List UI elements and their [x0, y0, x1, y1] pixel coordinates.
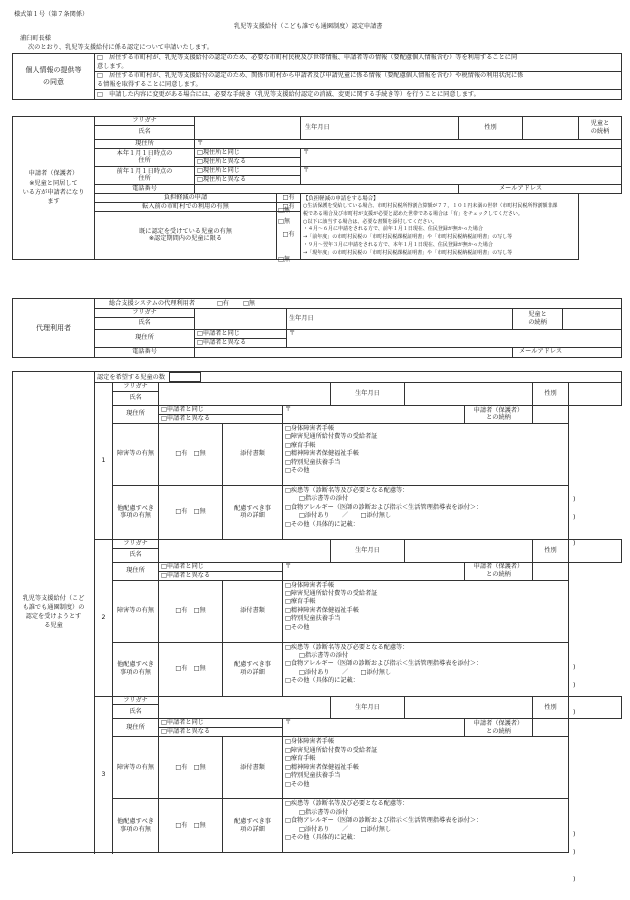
applicant-table	[12, 116, 622, 260]
proxy-address-diff[interactable]: □申請者と異なる	[195, 338, 287, 347]
applicant-label: 申請者（保護者） ※児童と同居して いる方が申請者になり ます	[13, 117, 95, 260]
child-1-care-label: 他配慮すべき 事項の有無	[113, 485, 159, 539]
child-1-paren-1: )	[573, 496, 576, 503]
proxy-address-label: 現住所	[95, 329, 195, 347]
child-2-care-label: 他配慮すべき 事項の有無	[113, 642, 159, 696]
child-1-disability-yn[interactable]: □有 □無	[159, 423, 223, 485]
child-1-birth-field[interactable]	[405, 383, 533, 406]
child-3-address-label: 現住所	[113, 719, 159, 737]
lead-text: 次のとおり、乳児等支援給付に係る認定について申請いたします。	[28, 44, 214, 51]
applicant-phone-label: 電話番号	[95, 184, 195, 193]
applicant-prevjan1-label: 前年１月１日時点の 住所	[95, 166, 195, 184]
proxy-system-row	[95, 299, 622, 309]
children-count-field[interactable]	[169, 372, 201, 382]
applicant-jan1-diff[interactable]: □現住所と異なる	[195, 157, 301, 166]
consent-item-2[interactable]: □ 居住する市町村が、乳児等支援給付の認定のため、関係市町村から申請者及び申請児童に係る情報（要配慮個人情報を含む）や税情報の利用状況に係 る情報を取得することに同意します。	[97, 72, 524, 88]
child-2-paren-5: )	[573, 709, 576, 716]
child-2-furigana-label: フリガナ	[113, 539, 159, 548]
applicant-relation-label: 児童と の続柄	[579, 117, 622, 140]
child-2-disability-yn[interactable]: □有 □無	[159, 580, 223, 642]
child-1-paren-5: )	[573, 540, 576, 547]
addressee: 浦臼町長様	[20, 35, 51, 42]
child-1-relation-field[interactable]	[533, 405, 569, 423]
child-2-relation-field[interactable]	[533, 562, 569, 580]
children-count-label: 認定を希望する児童の数	[97, 374, 166, 381]
burden-label: 負担軽減の申請	[95, 193, 277, 202]
child-3-relation-field[interactable]	[533, 719, 569, 737]
child-2-birth-label: 生年月日	[331, 539, 405, 562]
child-2-address-same[interactable]: □申請者と同じ	[159, 562, 283, 571]
transfer-label: 転入前の市町村での利用の有無	[95, 202, 277, 211]
child-1-attach-label: 添付書類	[223, 423, 283, 485]
recognized-no[interactable]: □無	[278, 256, 291, 263]
recognized-yes[interactable]: □有	[277, 211, 301, 259]
child-1-gender-field[interactable]	[569, 383, 622, 406]
applicant-prevjan1-diff[interactable]: □現住所と異なる	[195, 175, 301, 184]
child-1-number: 1	[95, 383, 113, 540]
proxy-yes[interactable]: □有	[216, 299, 229, 307]
child-3-care-label: 他配慮すべき 事項の有無	[113, 799, 159, 853]
child-2-attach-label: 添付書類	[223, 580, 283, 642]
child-3-name-label: 氏名	[113, 705, 159, 719]
child-1-address-label: 現住所	[113, 405, 159, 423]
recognized-label: 既に認定を受けている児童の有無 ※認定期間内の児童に限る	[95, 211, 277, 259]
consent-item-1[interactable]: □ 居住する市町村が、乳児等支援給付の認定のため、必要な市町村民税及び世帯情報、申請者等の情報（要配慮個人情報含む）等を利用することに同 意します。	[97, 54, 518, 70]
applicant-furigana-label: フリガナ	[95, 117, 195, 126]
applicant-jan1-postal[interactable]: 〒	[301, 148, 622, 166]
child-3-paren-3: )	[573, 849, 576, 856]
child-3-relation-label: 申請者（保護者） との続柄	[465, 719, 533, 737]
applicant-mail-label: メールアドレス	[459, 184, 622, 193]
child-3-birth-field[interactable]	[405, 696, 533, 719]
applicant-name-field[interactable]	[195, 117, 301, 140]
applicant-gender-label: 性別	[459, 117, 523, 140]
child-1-care-yn[interactable]: □有 □無	[159, 485, 223, 539]
child-2-docs[interactable]: □身体障害者手帳 □障害児通所給付費等の受給者証 □療育手帳 □精神障害者保健福祉手帳 □特別児童扶養手当 □その他	[283, 580, 569, 642]
child-2-gender-field[interactable]	[569, 539, 622, 562]
proxy-address-same[interactable]: □申請者と同じ	[195, 329, 287, 338]
applicant-address-label: 現住所	[95, 139, 195, 148]
applicant-name-label: 氏名	[95, 125, 195, 139]
applicant-jan1-same[interactable]: □現住所と同じ	[195, 148, 301, 157]
child-2-paren-3: )	[573, 682, 576, 689]
child-3-docs[interactable]: □身体障害者手帳 □障害児通所給付費等の受給者証 □療育手帳 □精神障害者保健福祉手帳 □特別児童扶養手当 □その他	[283, 737, 569, 799]
child-2-address-label: 現住所	[113, 562, 159, 580]
child-1-relation-label: 申請者（保護者） との続柄	[465, 405, 533, 423]
child-3-care-yn[interactable]: □有 □無	[159, 799, 223, 853]
children-count-row	[95, 372, 622, 383]
child-3-disability-label: 障害等の有無	[113, 737, 159, 799]
child-1-name-label: 氏名	[113, 391, 159, 405]
child-3-detail-label: 配慮すべき事 項の詳細	[223, 799, 283, 853]
child-3-address-diff[interactable]: □申請者と異なる	[159, 728, 283, 737]
applicant-prevjan1-postal[interactable]: 〒	[301, 166, 622, 184]
child-2-paren-1: )	[573, 664, 576, 671]
transfer-yes[interactable]: □有	[277, 202, 301, 211]
child-2-address-diff[interactable]: □申請者と異なる	[159, 571, 283, 580]
proxy-table	[12, 298, 622, 358]
child-3-birth-label: 生年月日	[331, 696, 405, 719]
proxy-label: 代理利用者	[13, 299, 95, 358]
child-3-name-field[interactable]	[159, 696, 331, 719]
children-label: 乳児等支援給付（こど も誰でも通園制度）の 認定を受けようとす る児童	[13, 372, 95, 853]
consent-item-3[interactable]: □ 申請した内容に変更がある場合には、必要な手続き（乳児等支援給付認定の消滅、変更に関する手続き等）を行うことに同意します。	[95, 90, 622, 100]
child-3-address-same[interactable]: □申請者と同じ	[159, 719, 283, 728]
proxy-phone-label: 電話番号	[95, 347, 195, 357]
child-3-number: 3	[95, 696, 113, 853]
child-2-care-details[interactable]: □疾患等（診断名等及び必要となる配慮等： □指示書等の添付 □食物アレルギー（医師の診断および指示＜生活管理指導表を添付＞： □添付あり ／ □添付無し □その他（具体的に記載：	[283, 642, 569, 696]
burden-no[interactable]: □無	[278, 207, 291, 214]
applicant-prevjan1-same[interactable]: □現住所と同じ	[195, 166, 301, 175]
proxy-phone-field[interactable]	[195, 347, 513, 357]
child-3-attach-label: 添付書類	[223, 737, 283, 799]
proxy-relation-field[interactable]	[563, 309, 622, 330]
consent-label: 個人情報の提供等の同意	[13, 54, 95, 100]
child-2-postal[interactable]: 〒	[283, 562, 465, 580]
child-2-detail-label: 配慮すべき事 項の詳細	[223, 642, 283, 696]
child-2-name-label: 氏名	[113, 548, 159, 562]
proxy-postal[interactable]: 〒	[287, 329, 622, 347]
consent-table	[12, 53, 622, 100]
applicant-gender-field[interactable]	[523, 117, 579, 140]
proxy-no[interactable]: □無	[242, 299, 255, 307]
proxy-system-label: 総合支援システムの代理利用者	[109, 299, 196, 307]
child-3-paren-1: )	[573, 831, 576, 838]
child-3-gender-field[interactable]	[569, 696, 622, 719]
child-3-disability-yn[interactable]: □有 □無	[159, 737, 223, 799]
child-1-name-field[interactable]	[159, 383, 331, 406]
applicant-birth-label: 生年月日	[301, 117, 459, 140]
child-1-postal[interactable]: 〒	[283, 405, 465, 423]
proxy-name-label: 氏名	[95, 317, 195, 329]
proxy-birth-label: 生年月日	[287, 309, 513, 330]
proxy-mail-label: メールアドレス	[513, 347, 622, 357]
proxy-name-field[interactable]	[195, 309, 287, 330]
child-2-name-field[interactable]	[159, 539, 331, 562]
form-number: 様式第１号（第７条関係）	[14, 11, 89, 18]
burden-notes: 【負担軽減の申請をする場合】 ○生活保護を受給している場合、市町村民税所得割合算額が７７，１０１円未満の世帯（市町村民税所得割額非課 税である場合及び市町村が支援が必要と認めた世帯である場合は「有」をチェックしてください。 ○以下に該当する場合は、必要な書類を添付してください。 ・４月～６月に申請をされる方で、前年１月１日現在、住民登録が無かった場合 →「前年度」の市町村民税の「市町村民税課税証明書」や「市町村民税納税証明書」の写し等 ・９月～翌年３月に申請をされる方で、本年１月１日現在、住民登録が無かった場合 →「現年度」の市町村民税の「市町村民税課税証明書」や「市町村民税納税証明書」の写し等	[301, 193, 579, 259]
child-2-disability-label: 障害等の有無	[113, 580, 159, 642]
applicant-jan1-label: 本年１月１日時点の 住所	[95, 148, 195, 166]
child-1-paren-3: )	[573, 514, 576, 521]
child-3-care-details[interactable]: □疾患等（診断名等及び必要となる配慮等： □指示書等の添付 □食物アレルギー（医師の診断および指示＜生活管理指導表を添付＞： □添付あり ／ □添付無し □その他（具体的に記載：	[283, 799, 569, 853]
transfer-no[interactable]: □無	[278, 218, 291, 225]
child-3-paren-5: )	[573, 876, 576, 883]
applicant-postal[interactable]: 〒	[195, 139, 622, 148]
child-3-furigana-label: フリガナ	[113, 696, 159, 705]
child-2-gender-label: 性別	[533, 539, 569, 562]
child-3-postal[interactable]: 〒	[283, 719, 465, 737]
child-1-detail-label: 配慮すべき事 項の詳細	[223, 485, 283, 539]
children-table	[12, 371, 622, 853]
child-1-address-same[interactable]: □申請者と同じ	[159, 405, 283, 414]
child-1-care-details[interactable]: □疾患等（診断名等及び必要となる配慮等： □指示書等の添付 □食物アレルギー（医師の診断および指示＜生活管理指導表を添付＞： □添付あり ／ □添付無し □その他（具体的に記載：	[283, 485, 569, 539]
child-1-disability-label: 障害等の有無	[113, 423, 159, 485]
child-2-birth-field[interactable]	[405, 539, 533, 562]
child-1-furigana-label: フリガナ	[113, 383, 159, 392]
child-1-address-diff[interactable]: □申請者と異なる	[159, 414, 283, 423]
child-2-relation-label: 申請者（保護者） との続柄	[465, 562, 533, 580]
child-1-docs[interactable]: □身体障害者手帳 □障害児通所給付費等の受給者証 □療育手帳 □精神障害者保健福祉手帳 □特別児童扶養手当 □その他	[283, 423, 569, 485]
child-1-birth-label: 生年月日	[331, 383, 405, 406]
child-2-care-yn[interactable]: □有 □無	[159, 642, 223, 696]
child-1-gender-label: 性別	[533, 383, 569, 406]
burden-yes[interactable]: □有	[277, 193, 301, 202]
child-2-number: 2	[95, 539, 113, 696]
child-3-gender-label: 性別	[533, 696, 569, 719]
proxy-relation-label: 児童と の続柄	[513, 309, 563, 330]
proxy-furigana-label: フリガナ	[95, 309, 195, 318]
applicant-phone-field[interactable]	[195, 184, 459, 193]
form-title: 乳児等支援給付（こども誰でも通園制度）認定申請書	[234, 23, 383, 30]
